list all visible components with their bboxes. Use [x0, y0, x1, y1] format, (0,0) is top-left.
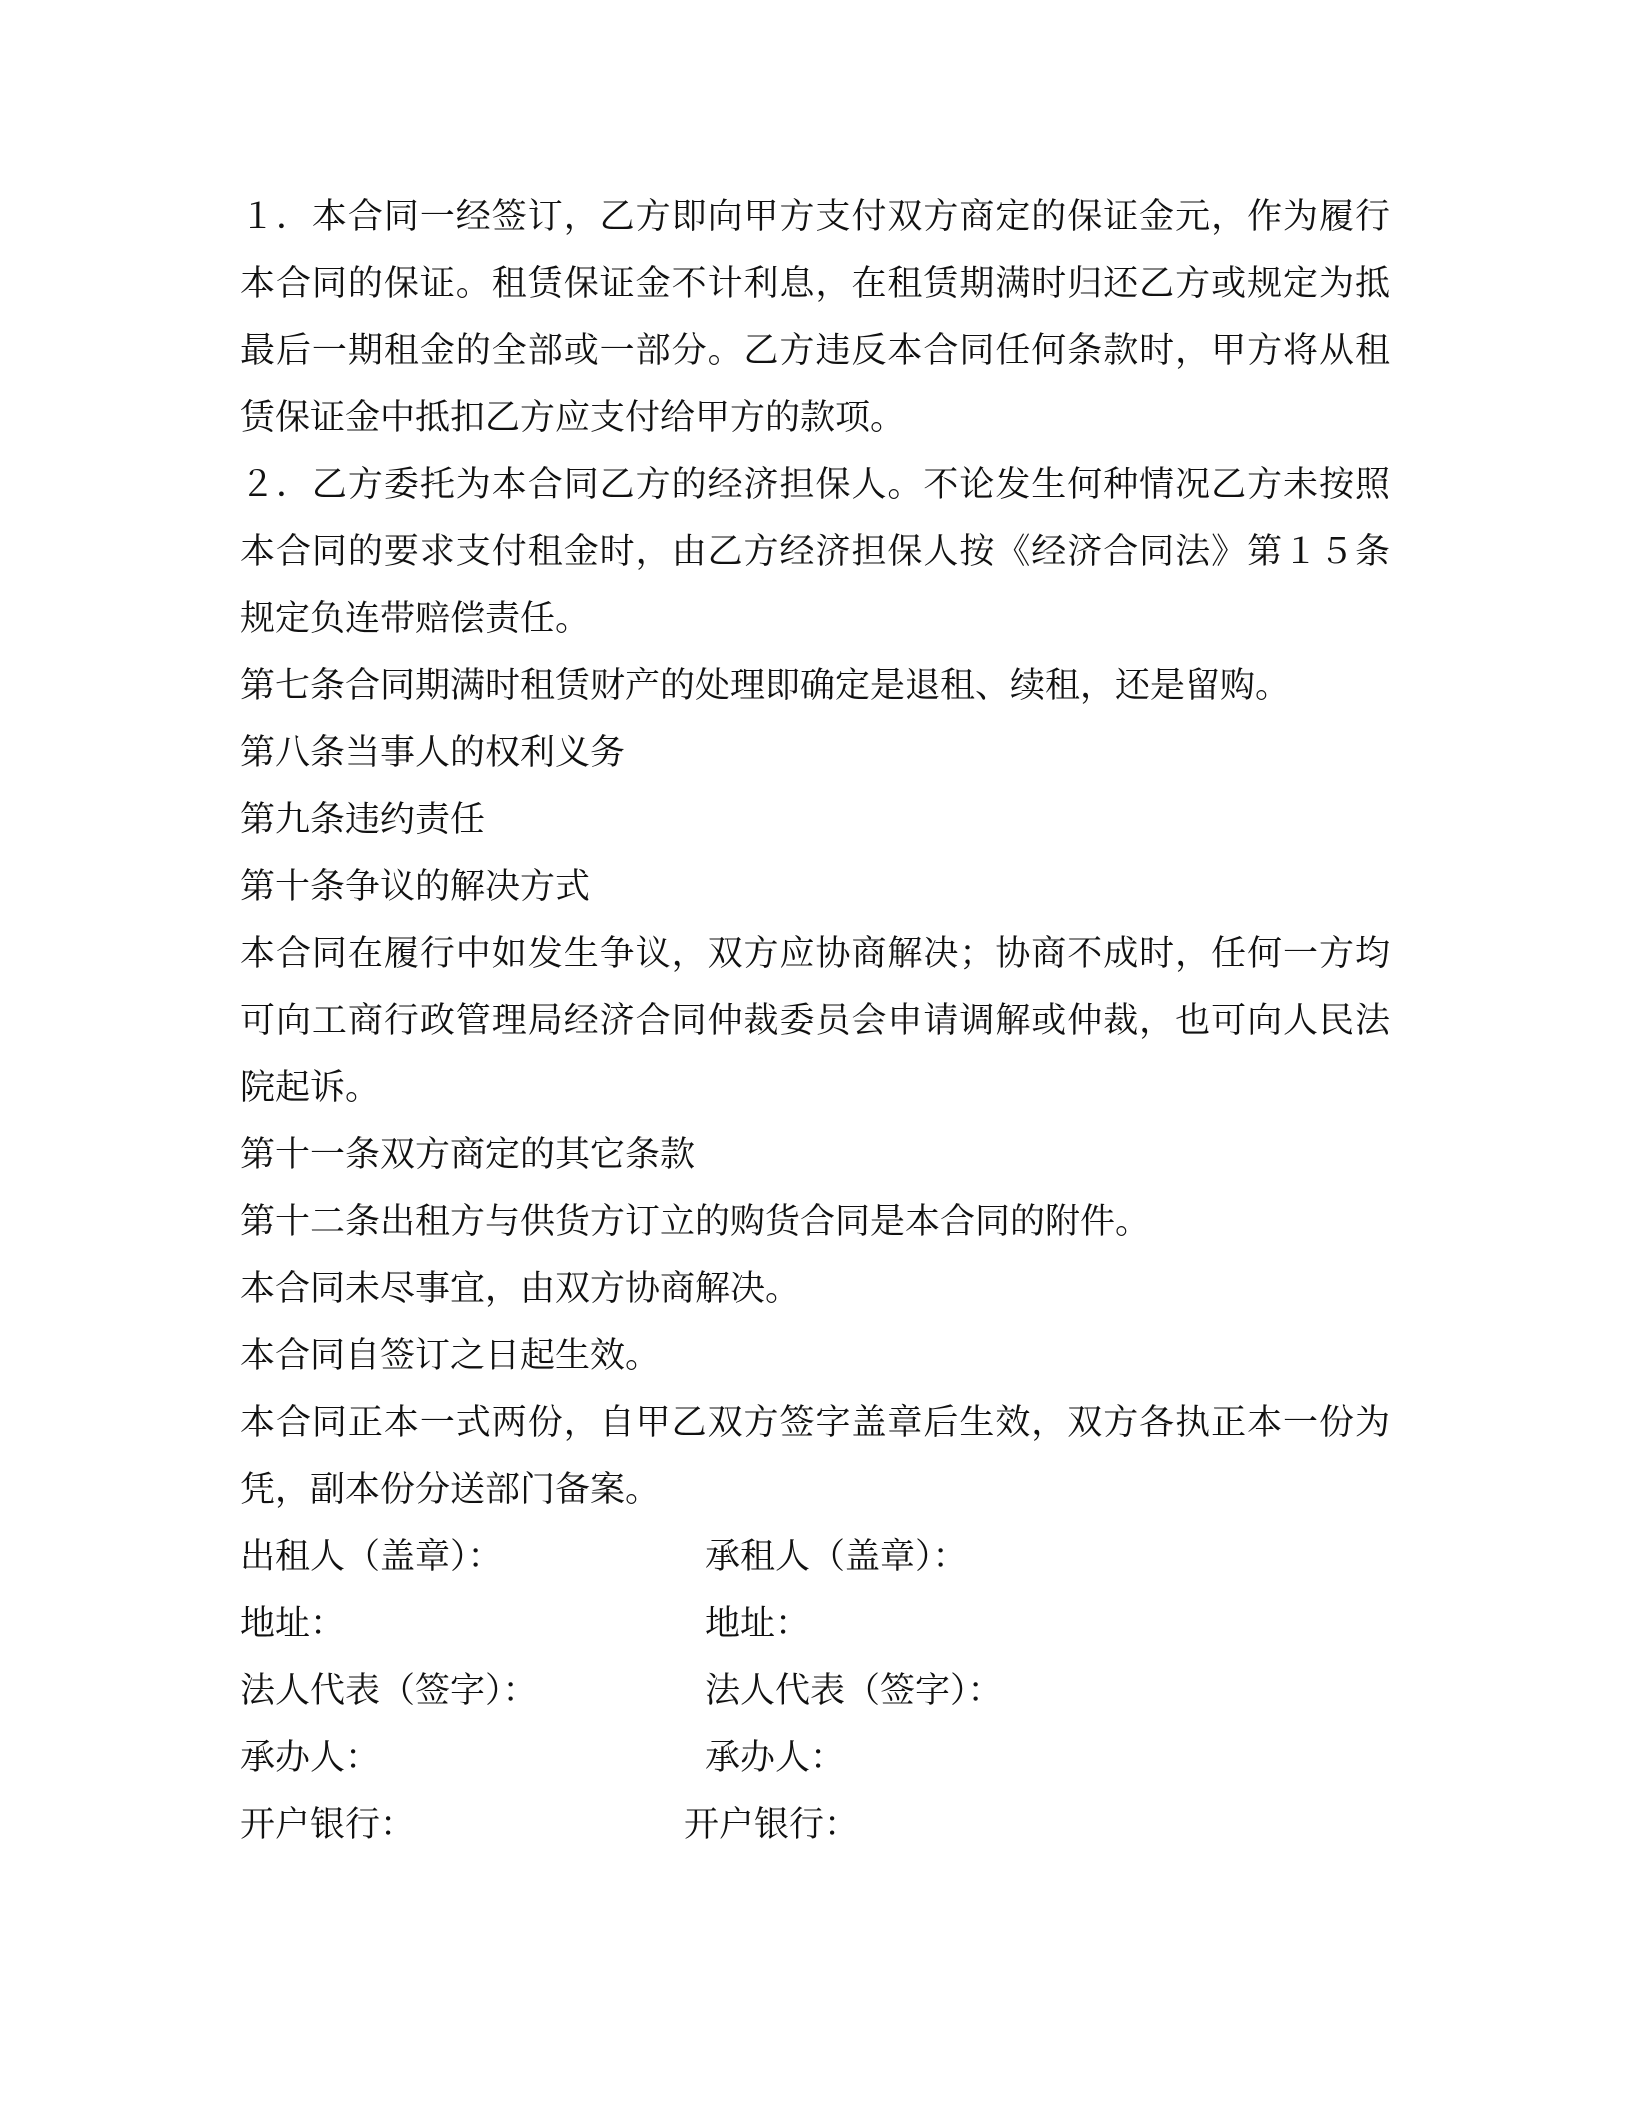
lessee-seal-label: 承租人（盖章）： [705, 1537, 968, 1577]
signature-row [240, 1524, 1390, 1591]
signature-row [240, 1725, 1390, 1792]
clause-heading: 第七条合同期满时租赁财产的处理即确定是退租、续租，还是留购。 [240, 666, 1291, 706]
document-body [240, 184, 1390, 1859]
clause-paragraph: 本合同在履行中如发生争议，双方应协商解决；协商不成时，任何一方均可向工商行政管理局经济合同仲裁委员会申请调解或仲裁，也可向人民法院起诉。 [240, 934, 1390, 1108]
lessor-legal-rep-label: 法人代表（签字）： [240, 1671, 538, 1711]
clause-heading: 第十二条出租方与供货方订立的购货合同是本合同的附件。 [240, 1202, 1151, 1242]
clause-heading: 第九条违约责任 [240, 800, 486, 840]
clause-paragraph: １．本合同一经签订，乙方即向甲方支付双方商定的保证金元，作为履行本合同的保证。租赁保证金不计利息，在租赁期满时归还乙方或规定为抵最后一期租金的全部或一部分。乙方违反本合同任何条款时，甲方将从租赁保证金中抵扣乙方应支付给甲方的款项。 [240, 197, 1390, 438]
clause-paragraph: ２．乙方委托为本合同乙方的经济担保人。不论发生何种情况乙方未按照本合同的要求支付租金时，由乙方经济担保人按《经济合同法》第１５条规定负连带赔偿责任。 [240, 465, 1390, 639]
clause-paragraph: 本合同自签订之日起生效。 [240, 1336, 661, 1376]
clause-heading: 第十条争议的解决方式 [240, 867, 591, 907]
signature-block [240, 1524, 1390, 1859]
clause-heading: 第十一条双方商定的其它条款 [240, 1135, 696, 1175]
lessor-address-label: 地址： [240, 1604, 346, 1644]
signature-row [240, 1591, 1390, 1658]
lessee-address-label: 地址： [705, 1604, 811, 1644]
clause-heading: 第八条当事人的权利义务 [240, 733, 626, 773]
lessor-handler-label: 承办人： [240, 1738, 381, 1778]
lessor-seal-label: 出租人（盖章）： [240, 1537, 503, 1577]
lessee-handler-label: 承办人： [705, 1738, 846, 1778]
clause-paragraph: 本合同未尽事宜，由双方协商解决。 [240, 1269, 801, 1309]
lessee-bank-label: 开户银行： [684, 1805, 860, 1845]
lessee-legal-rep-label: 法人代表（签字）： [705, 1671, 1003, 1711]
signature-row [240, 1658, 1390, 1725]
clause-paragraph: 本合同正本一式两份，自甲乙双方签字盖章后生效，双方各执正本一份为凭，副本份分送部门备案。 [240, 1403, 1390, 1510]
lessor-bank-label: 开户银行： [240, 1805, 416, 1845]
signature-row [240, 1792, 1390, 1859]
